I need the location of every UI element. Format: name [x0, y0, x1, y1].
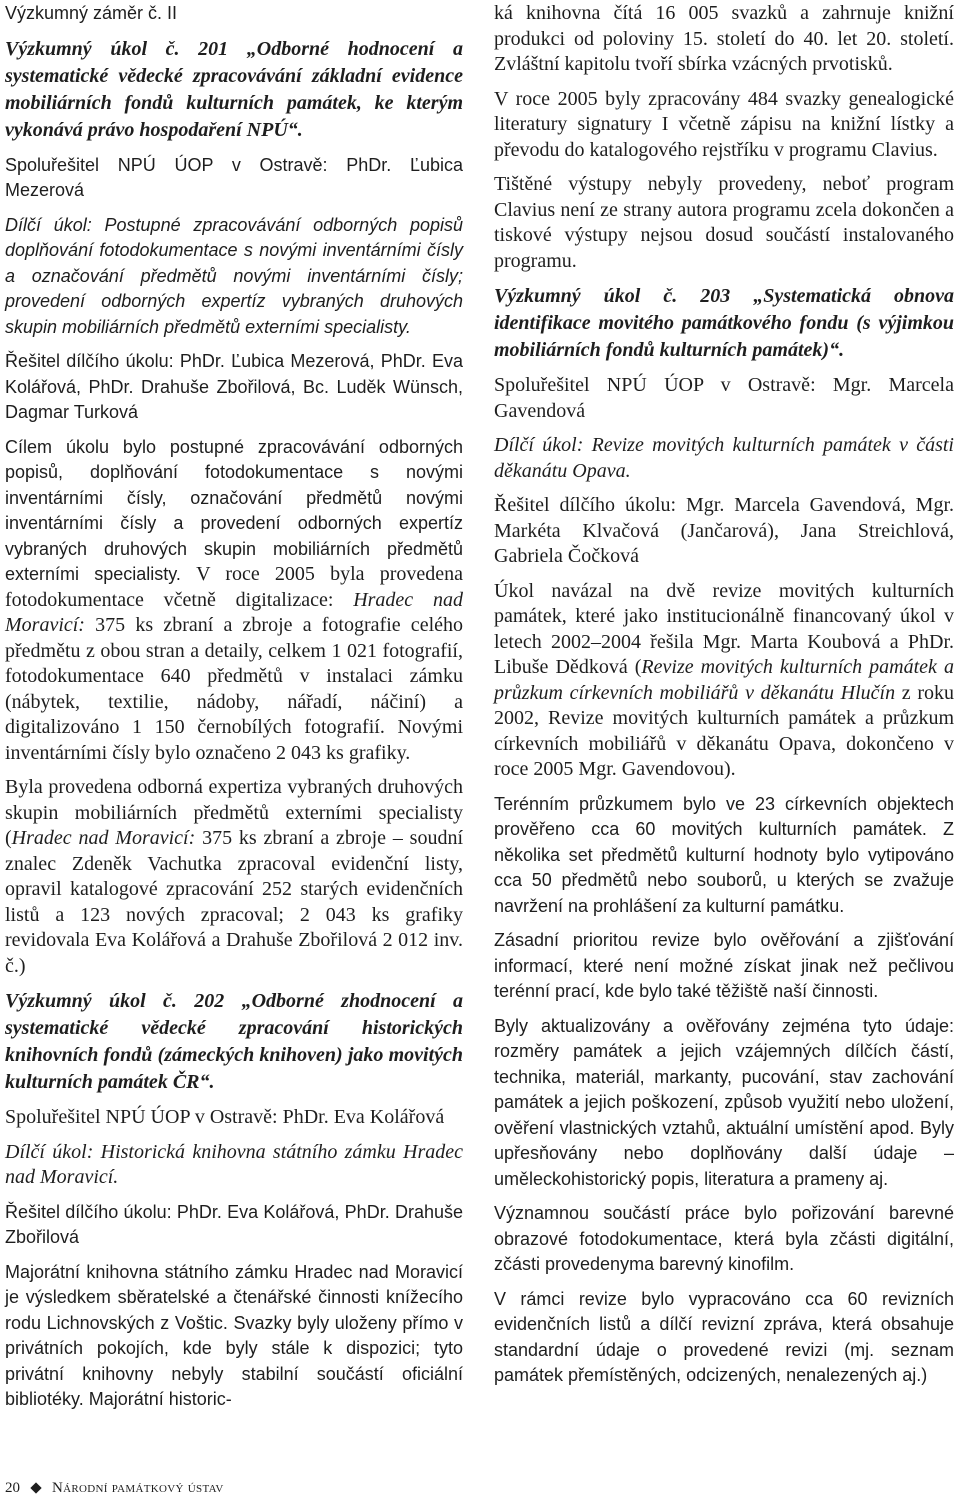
- place-name: Hradec nad Moravicí:: [5, 588, 463, 636]
- place-name: Hradec nad Moravicí:: [11, 827, 196, 849]
- right-column: [494, 1, 954, 1398]
- task-203-photo-paragraph: Významnou součástí práce bylo pořizování barevné obrazové fotodokumentace, která byla zčásti digitální, zčásti provedenyma barevný kinofilm.: [494, 1203, 954, 1274]
- task-203-field-survey-paragraph: Terénním průzkumem bylo ve 23 církevních objektech prověřeno cca 60 movitých kulturních památek. Z několika set předmětů kulturní hodnoty bylo vytipováno cca 50 předmětů nebo souborů, u kterých se zvažuje navržení na prohlášení za kulturní památku.: [494, 793, 954, 916]
- left-column: [5, 1, 463, 1422]
- task-202-library-paragraph-continued: ká knihovna čítá 16 005 svazků a zahrnuje knižní produkci od poloviny 15. století do 40. let 20. století. Zvláštní kapitolu tvoří sbírka vzácných prvotisků.: [494, 2, 954, 75]
- task-201-goal-paragraph: [5, 435, 463, 767]
- research-plan-label: Výzkumný záměr č. II: [5, 3, 178, 23]
- task-203-subtask-investigators: Řešitel dílčího úkolu: Mgr. Marcela Gavendová, Mgr. Markéta Klvačová (Jančarová), Jana Streichlová, Gabriela Čočková: [494, 494, 954, 567]
- goal-text: Cílem úkolu bylo postupné zpracovávání odborných popisů, doplňování fotodokumentace s novými inventárními čísly, označování předmětů novými inventárními čísly a provedení odborných expertíz vybraných druhových skupin mobiliárních předmětů externími specialisty.: [5, 436, 463, 584]
- goal-text: V roce 2005 byla provedena fotodokumentace včetně digitalizace:: [5, 563, 463, 611]
- task-201-title: Výzkumný úkol č. 201 „Odborné hodnocení a systematické vědecké zpracovávání základní evidence mobiliárních fondů kulturních památek, ke kterým vykonává právo hospodaření NPÚ“.: [5, 37, 463, 141]
- task-201-subtask: Dílčí úkol: Postupné zpracovávání odborných popisů doplňování fotodokumentace s novými inventárními čísly a označování předmětů novými inventárními čísly; provedení odborných expertíz vybraných druhových skupin mobiliárních předmětů externími specialisty.: [5, 214, 463, 337]
- page-number: 20: [5, 1480, 20, 1496]
- task-202-processing-paragraph: V roce 2005 byly zpracovány 484 svazky genealogické literatury signatury I včetně zápisu na knižní lístky a převodu do katalogového rejstříku v programu Clavius.: [494, 87, 954, 161]
- continuation-text: Úkol navázal na dvě revize movitých kulturních památek, které jako institucionálně financovaný úkol v letech 2002–2004 řešila Mgr. Marta Koubová a PhDr. Libuše Dědková (: [494, 579, 954, 678]
- task-201-co-investigator: Spoluřešitel NPÚ ÚOP v Ostravě: PhDr. Ľubica Mezerová: [5, 154, 463, 200]
- goal-text: 375 ks zbraní a zbroje a fotografie celého předmětu z obou stran a detaily, celkem 1 021 fotografií, fotodokumentace 640 předmětů v instalaci zámku (nábytek, textilie, nádoby, nářadí, náčiní) a digitalizováno 1 150 černobílých fotografií. Novými inventárními čísly bylo označeno 2 043 ks grafiky.: [5, 614, 463, 764]
- task-203-continuation-paragraph: [494, 579, 954, 783]
- task-202-co-investigator: Spoluřešitel NPÚ ÚOP v Ostravě: PhDr. Eva Kolářová: [5, 1106, 445, 1128]
- task-202-subtask-investigators: Řešitel dílčího úkolu: PhDr. Eva Kolářová, PhDr. Drahuše Zbořilová: [5, 1201, 463, 1247]
- task-203-title: Výzkumný úkol č. 203 „Systematická obnova identifikace movitého památkového fondu (s výjimkou mobiliárních fondů kulturních památek)“.: [494, 285, 954, 361]
- task-201-expertise-paragraph: [5, 775, 463, 979]
- expertise-text: Byla provedena odborná expertiza vybraných druhových skupin mobiliárních předmětů externími specialisty (: [5, 776, 463, 849]
- task-203-priority-paragraph: Zásadní prioritou revize bylo ověřování a zjišťování informací, které není možné získat jinak než pečlivou terénní prací, kde bylo také těžiště naší činnosti.: [494, 930, 954, 1001]
- task-202-title: Výzkumný úkol č. 202 „Odborné zhodnocení a systematické vědecké zpracování historických knihovních fondů (zámeckých knihoven) jako movitých kulturních památek ČR“.: [5, 990, 463, 1093]
- revision-title: Revize movitých kulturních památek a průzkum církevních mobiliářů v děkanátu Hlučín: [494, 656, 954, 704]
- task-203-documents-paragraph: V rámci revize bylo vypracováno cca 60 revizních evidenčních listů a dílčí revizní zpráva, která obsahuje standardní údaje o provedené revizi (mj. seznam památek přemístěných, odcizených, nenalezených aj.): [494, 1288, 954, 1385]
- task-202-subtask: Dílčí úkol: Historická knihovna státního zámku Hradec nad Moravicí.: [5, 1140, 463, 1188]
- page-footer: [5, 1479, 224, 1497]
- diamond-icon: [30, 1482, 41, 1493]
- task-203-updated-data-paragraph: Byly aktualizovány a ověřovány zejména tyto údaje: rozměry památek a jejich vzájemných dílčích částí, technika, materiál, markanty, pucování, stav zachování památek a jejich poškození, způsob využití nebo uložení, ověření vlastnických vztahů, aktuální umístění apod. Byly upřesňovány nebo doplňovány další údaje – uměleckohistorický popis, literatura a prameny aj.: [494, 1015, 954, 1189]
- task-202-library-paragraph: Majorátní knihovna státního zámku Hradec nad Moravicí je výsledkem sběratelské a čtenářské činnosti knížecího rodu Lichnovských z Voštic. Svazky byly uloženy přímo v privátních pokojích, kde byly stále k dispozici; tyto privátní knihovny nebyly stabilní součástí oficiální bibliotéky. Majorátní historic-: [5, 1261, 463, 1409]
- continuation-text: z roku 2002, Revize movitých kulturních památek a průzkum církevních mobiliářů v děkanátu Opava, dokončeno v roce 2005 Mgr. Gavendovou).: [494, 681, 954, 780]
- task-202-output-paragraph: Tištěné výstupy nebyly provedeny, neboť program Clavius není ze strany autora programu zcela dokončen a tiskové výstupy nejsou dosud součástí instalovaného programu.: [494, 173, 954, 272]
- expertise-text: 375 ks zbraní a zbroje – soudní znalec Zdeněk Vachutka zpracoval evidenční listy, opravil katalogové zpracování 252 starých evidenčních listů a 123 nových zpracoval; 2 043 ks grafiky revidovala Eva Kolářová a Drahuše Zbořilová 2 012 inv. č.): [5, 827, 463, 977]
- publisher-name: Národní památkový ústav: [52, 1480, 224, 1496]
- task-201-subtask-investigators: Řešitel dílčího úkolu: PhDr. Ľubica Mezerová, PhDr. Eva Kolářová, PhDr. Drahuše Zbořilová, Bc. Luděk Wünsch, Dagmar Turková: [5, 351, 463, 422]
- task-203-co-investigator: Spoluřešitel NPÚ ÚOP v Ostravě: Mgr. Marcela Gavendová: [494, 374, 954, 422]
- task-203-subtask: Dílčí úkol: Revize movitých kulturních památek v části děkanátu Opava.: [494, 434, 954, 482]
